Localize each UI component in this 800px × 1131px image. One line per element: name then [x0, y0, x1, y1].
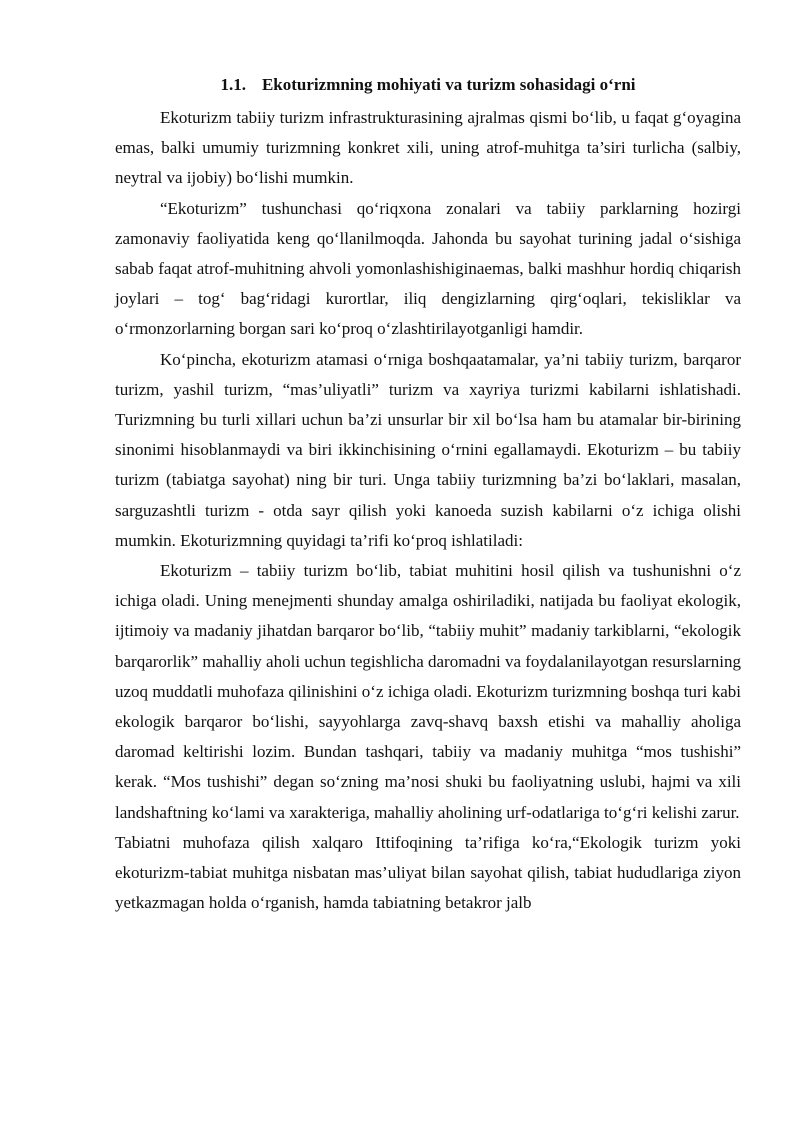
section-title: Ekoturizmning mohiyati va turizm sohasidagi o‘rni: [261, 75, 636, 94]
paragraph-1: Ekoturizm tabiiy turizm infrastrukturasining ajralmas qismi bo‘lib, u faqat g‘oyagina emas, balki umumiy turizmning konkret xili, uning atrof-muhitga ta’siri turlicha (salbiy, neytral va ijobiy) bo‘lishi mumkin.: [115, 108, 741, 188]
paragraph-2: “Ekoturizm” tushunchasi qo‘riqxona zonalari va tabiiy parklarning hozirgi zamonaviy faoliyatida keng qo‘llanilmoqda. Jahonda bu sayohat turining jadal o‘sishiga sabab faqat atrof-muhitning ahvoli yomonlashishiginaemas, balki mashhur hordiq chiqarish joylari – tog‘ bag‘ridagi kurortlar, iliq dengizlarning qirg‘oqlari, tekisliklar va o‘rmonzorlarning borgan sari ko‘proq o‘zlashtirilayotganligi hamdir.: [115, 198, 741, 339]
paragraph-5: Tabiatni muhofaza qilish xalqaro Ittifoqining ta’rifiga ko‘ra,“Ekologik turizm yoki ekoturizm-tabiat muhitga nisbatan mas’uliyat bilan sayohat qilish, tabiat hududlariga ziyon yetkazmagan holda o‘rganish, hamda tabiatning betakror jalb: [115, 832, 741, 913]
paragraph-3: Ko‘pincha, ekoturizm atamasi o‘rniga boshqaatamalar, ya’ni tabiiy turizm, barqaror turizm, yashil turizm, “mas’uliyatli” turizm va xayriya turizmi kabilarni ishlatishadi. Turizmning bu turli xillari uchun ba’zi unsurlar bir xil bo‘lsa ham bu atamalar bir-birining sinonimi hisoblanmaydi va biri ikkinchisining o‘rnini egallamaydi. Ekoturizm – bu tabiiy turizm (tabiatga sayohat) ning bir turi. Unga tabiiy turizmning ba’zi bo‘laklari, masalan, sarguzashtli turizm - otda sayr qilish yoki kanoeda suzish kabilarni o‘z ichiga olishi mumkin. Ekoturizmning quyidagi ta’rifi ko‘proq ishlatiladi:: [115, 349, 741, 550]
section-number: 1.1.: [220, 75, 246, 94]
section-heading: [115, 74, 741, 96]
body-text: [115, 103, 741, 918]
paragraph-4: Ekoturizm – tabiiy turizm bo‘lib, tabiat muhitini hosil qilish va tushunishni o‘z ichiga oladi. Uning menejmenti shunday amalga oshiriladiki, natijada bu faoliyat ekologik, ijtimoiy va madaniy jihatdan barqaror bo‘lib, “tabiiy muhit” madaniy tarkiblarni, “ekologik barqarorlik” mahalliy aholi uchun tegishlicha daromadni va foydalanilayotgan resurslarning uzoq muddatli muhofaza qilinishini o‘z ichiga oladi. Ekoturizm turizmning boshqa turi kabi ekologik barqaror bo‘lishi, sayyohlarga zavq-shavq baxsh etishi va mahalliy aholiga daromad keltirishi lozim. Bundan tashqari, tabiiy va madaniy muhitga “mos tushishi” kerak. “Mos tushishi” degan so‘zning ma’nosi shuki bu faoliyatning uslubi, hajmi va xili landshaftning ko‘lami va xarakteriga, mahalliy aholining urf-odatlariga to‘g‘ri kelishi zarur.: [115, 561, 741, 822]
